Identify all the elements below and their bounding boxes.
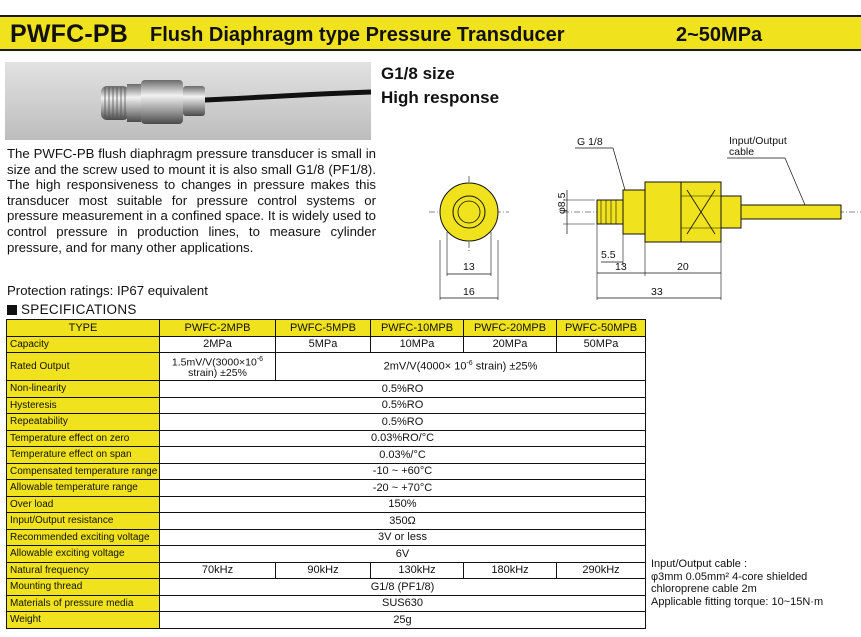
square-bullet-icon: [7, 305, 17, 315]
table-cell: 0.03%/°C: [160, 447, 646, 464]
dim-13-front: 13: [463, 261, 475, 273]
title-bar: [0, 15, 861, 51]
thread-label: G 1/8: [577, 136, 603, 148]
table-row: [7, 595, 646, 612]
table-cell: 0.03%RO/°C: [160, 430, 646, 447]
dim-33: 33: [651, 286, 663, 298]
row-label: Repeatability: [7, 414, 160, 431]
header-type: TYPE: [7, 320, 160, 337]
specifications-heading-text: SPECIFICATIONS: [21, 302, 137, 317]
table-row: [7, 336, 646, 353]
table-cell: 20MPa: [464, 336, 557, 353]
pressure-range: 2~50MPa: [676, 24, 763, 46]
row-label: Temperature effect on span: [7, 447, 160, 464]
dim-20: 20: [677, 261, 689, 273]
table-cell: G1/8 (PF1/8): [160, 579, 646, 596]
table-row: [7, 463, 646, 480]
cable-label-bottom: cable: [729, 146, 755, 158]
row-label: Natural frequency: [7, 562, 160, 579]
row-label: Allowable exciting voltage: [7, 546, 160, 563]
dim-16: 16: [463, 286, 475, 298]
row-label: Capacity: [7, 336, 160, 353]
header-10mpb: PWFC-10MPB: [371, 320, 464, 337]
table-cell: 130kHz: [371, 562, 464, 579]
table-cell: 90kHz: [276, 562, 371, 579]
specifications-table: [6, 319, 646, 629]
row-label: Rated Output: [7, 353, 160, 381]
side-view: [563, 182, 861, 242]
table-cell: -10 ~ +60°C: [160, 463, 646, 480]
dim-5-5: 5.5: [601, 249, 616, 261]
table-cell: $1.5mV/V(3000\times 10^{-6}$ strain) ±25%: [160, 353, 276, 381]
row-label: Input/Output resistance: [7, 513, 160, 530]
table-row: [7, 579, 646, 596]
cable-note-title: Input/Output cable :: [651, 558, 748, 570]
row-label: Non-linearity: [7, 381, 160, 398]
cable-note-material: chloroprene cable 2m: [651, 583, 757, 595]
row-label: Allowable temperature range: [7, 480, 160, 497]
specifications-heading: [7, 302, 137, 317]
pressure-transducer-photo: [5, 62, 371, 140]
header-5mpb: PWFC-5MPB: [276, 320, 371, 337]
table-cell: 25g: [160, 612, 646, 629]
table-row: [7, 546, 646, 563]
header-2mpb: PWFC-2MPB: [160, 320, 276, 337]
diameter-label: φ8.5: [556, 192, 568, 214]
table-row: [7, 353, 646, 381]
table-cell: 50MPa: [557, 336, 646, 353]
product-title: Flush Diaphragm type Pressure Transducer: [150, 24, 565, 46]
table-row: [7, 381, 646, 398]
row-label: Recommended exciting voltage: [7, 529, 160, 546]
cable-note-torque: Applicable fitting torque: 10~15N·m: [651, 595, 824, 608]
table-row: [7, 612, 646, 629]
table-cell: 290kHz: [557, 562, 646, 579]
table-row: [7, 414, 646, 431]
table-cell: 180kHz: [464, 562, 557, 579]
table-cell: 0.5%RO: [160, 414, 646, 431]
dim-13-side: 13: [615, 261, 627, 273]
product-model: PWFC-PB: [10, 20, 129, 48]
row-label: Over load: [7, 496, 160, 513]
product-description: The PWFC-PB flush diaphragm pressure transducer is small in size and the screw used to mount it is also small G1/8 (PF1/8). The high responsiveness to changes in pressure makes this transducer most suitable for pressure control systems or pressure measurement in a confined space. It is widely used to control pressure in production lines, to measure cylinder pressure, and for many other applications.: [7, 146, 376, 255]
table-cell: -20 ~ +70°C: [160, 480, 646, 497]
cable-label-top: Input/Output: [729, 135, 787, 147]
row-label: Compensated temperature range: [7, 463, 160, 480]
table-row: [7, 496, 646, 513]
cable-note-spec: φ3mm 0.05mm² 4-core shielded: [651, 570, 808, 583]
table-row: [7, 529, 646, 546]
table-cell: 3V or less: [160, 529, 646, 546]
subtitle-size: G1/8 size: [381, 64, 455, 83]
table-cell: 0.5%RO: [160, 397, 646, 414]
table-cell: 350Ω: [160, 513, 646, 530]
table-cell: $2mV/V(4000\times 10^{-6}$ strain) ±25%: [276, 353, 646, 381]
row-label: Hysteresis: [7, 397, 160, 414]
table-row: [7, 513, 646, 530]
cable-note: [651, 558, 856, 608]
row-label: Mounting thread: [7, 579, 160, 596]
table-cell: SUS630: [160, 595, 646, 612]
protection-rating: Protection ratings: IP67 equivalent: [7, 283, 208, 298]
table-row: [7, 447, 646, 464]
row-label: Materials of pressure media: [7, 595, 160, 612]
header-50mpb: PWFC-50MPB: [557, 320, 646, 337]
subtitle-response: High response: [381, 88, 500, 107]
table-header-row: [7, 320, 646, 337]
table-cell: 5MPa: [276, 336, 371, 353]
table-cell: 70kHz: [160, 562, 276, 579]
row-label: Weight: [7, 612, 160, 629]
table-cell: 0.5%RO: [160, 381, 646, 398]
dimension-drawing: [425, 128, 861, 306]
table-row: [7, 430, 646, 447]
table-cell: 2MPa: [160, 336, 276, 353]
table-cell: 10MPa: [371, 336, 464, 353]
table-cell: 150%: [160, 496, 646, 513]
table-row: [7, 562, 646, 579]
header-20mpb: PWFC-20MPB: [464, 320, 557, 337]
table-cell: 6V: [160, 546, 646, 563]
front-view: [429, 176, 509, 300]
table-row: [7, 397, 646, 414]
table-row: [7, 480, 646, 497]
row-label: Temperature effect on zero: [7, 430, 160, 447]
